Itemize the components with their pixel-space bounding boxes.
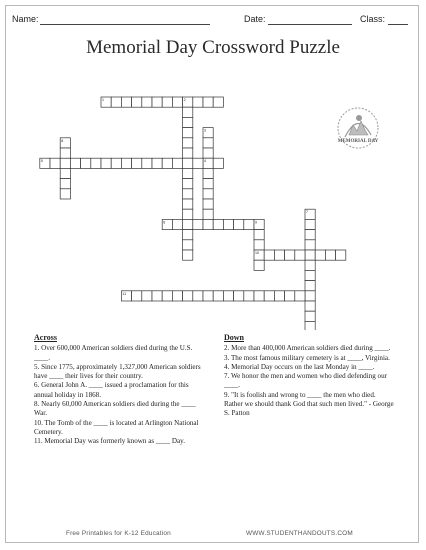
crossword-cell[interactable] <box>132 158 142 168</box>
crossword-cell[interactable] <box>183 179 193 189</box>
down-clues <box>224 333 394 419</box>
down-heading: Down <box>224 333 245 342</box>
crossword-cell[interactable] <box>203 148 213 158</box>
crossword-cell[interactable] <box>223 219 233 229</box>
crossword-cell[interactable] <box>172 219 182 229</box>
crossword-cell[interactable] <box>193 97 203 107</box>
crossword-cell[interactable] <box>132 97 142 107</box>
clue-number: 9 <box>255 220 257 225</box>
class-label: Class: <box>360 14 386 24</box>
crossword-cell[interactable] <box>183 138 193 148</box>
crossword-cell[interactable] <box>336 250 346 260</box>
crossword-cell[interactable] <box>244 219 254 229</box>
crossword-cell[interactable] <box>111 97 121 107</box>
down-clue-2: 2. More than 400,000 American soldiers died during ____. <box>224 344 391 353</box>
crossword-cell[interactable] <box>183 291 193 301</box>
crossword-cell[interactable] <box>183 219 193 229</box>
crossword-cell[interactable] <box>183 250 193 260</box>
crossword-cell[interactable] <box>162 97 172 107</box>
crossword-cell[interactable] <box>152 158 162 168</box>
crossword-cell[interactable] <box>60 189 70 199</box>
date-label: Date: <box>244 14 266 24</box>
crossword-cell[interactable] <box>305 321 315 330</box>
crossword-cell[interactable] <box>285 250 295 260</box>
crossword-cell[interactable] <box>264 291 274 301</box>
crossword-cell[interactable] <box>162 158 172 168</box>
crossword-cell[interactable] <box>234 219 244 229</box>
crossword-cell[interactable] <box>285 291 295 301</box>
crossword-cell[interactable] <box>244 291 254 301</box>
across-clue-8: 8. Nearly 60,000 American soldiers died during the ____ War. <box>34 400 196 418</box>
crossword-cell[interactable] <box>213 219 223 229</box>
crossword-cell[interactable] <box>305 270 315 280</box>
crossword-cell[interactable] <box>305 240 315 250</box>
clue-number: 2 <box>183 98 186 102</box>
across-heading: Across <box>34 333 57 342</box>
clue-number: 10 <box>255 251 259 255</box>
crossword-cell[interactable] <box>223 291 233 301</box>
crossword-cell[interactable] <box>142 291 152 301</box>
crossword-cell[interactable] <box>305 311 315 321</box>
crossword-cell[interactable] <box>142 97 152 107</box>
crossword-cell[interactable] <box>305 219 315 229</box>
crossword-cell[interactable] <box>203 291 213 301</box>
crossword-cell[interactable] <box>132 291 142 301</box>
crossword-cell[interactable] <box>193 158 203 168</box>
crossword-cell[interactable] <box>183 168 193 178</box>
across-clues <box>34 333 204 447</box>
crossword-cell[interactable] <box>60 148 70 158</box>
across-clue-10: 10. The Tomb of the ____ is located at Arlington National Cemetery. <box>34 418 199 436</box>
crossword-cell[interactable] <box>295 250 305 260</box>
crossword-cell[interactable] <box>203 179 213 189</box>
crossword-cell[interactable] <box>274 291 284 301</box>
crossword-cell[interactable] <box>60 158 70 168</box>
across-clue-5: 5. Since 1775, approximately 1,327,000 American soldiers have ____ their lives for their country. <box>34 362 201 381</box>
crossword-cell[interactable] <box>183 240 193 250</box>
crossword-cell[interactable] <box>183 128 193 138</box>
crossword-cell[interactable] <box>183 117 193 127</box>
crossword-cell[interactable] <box>203 168 213 178</box>
across-clue-6: 6. General John A. ____ issued a proclamation for this annual holiday in 1868. <box>34 381 189 399</box>
crossword-cell[interactable] <box>203 209 213 219</box>
soldier-seal-icon <box>335 105 381 151</box>
clue-number: 4 <box>204 159 206 164</box>
crossword-cell[interactable] <box>183 107 193 117</box>
clue-number: 7 <box>306 210 308 215</box>
crossword-cell[interactable] <box>193 219 203 229</box>
crossword-cell[interactable] <box>172 158 182 168</box>
crossword-cell[interactable] <box>121 158 131 168</box>
crossword-cell[interactable] <box>274 250 284 260</box>
across-clue-11: 11. Memorial Day was formerly known as ____ Day. <box>34 437 185 446</box>
crossword-cell[interactable] <box>203 138 213 148</box>
page-title: Memorial Day Crossword Puzzle <box>86 37 340 58</box>
down-clue-7: 7. We honor the men and women who died defending our ____. <box>224 372 388 390</box>
crossword-cell[interactable] <box>101 158 111 168</box>
crossword-cell[interactable] <box>203 189 213 199</box>
crossword-cell[interactable] <box>305 250 315 260</box>
crossword-cell[interactable] <box>60 179 70 189</box>
crossword-cell[interactable] <box>305 281 315 291</box>
crossword-cell[interactable] <box>50 158 60 168</box>
crossword-cell[interactable] <box>203 97 213 107</box>
crossword-cell[interactable] <box>193 291 203 301</box>
crossword-cell[interactable] <box>152 291 162 301</box>
crossword-cell[interactable] <box>162 291 172 301</box>
footer-right: WWW.STUDENTHANDOUTS.COM <box>246 530 353 537</box>
footer-left: Free Printables for K-12 Education <box>66 530 171 537</box>
clue-number: 8 <box>61 138 64 143</box>
crossword-cell[interactable] <box>183 230 193 240</box>
crossword-cell[interactable] <box>213 291 223 301</box>
clue-number: 5 <box>40 159 43 164</box>
crossword-cell[interactable] <box>234 291 244 301</box>
clue-number: 11 <box>122 291 127 296</box>
crossword-cell[interactable] <box>183 199 193 209</box>
crossword-cell[interactable] <box>172 291 182 301</box>
crossword-cell[interactable] <box>315 250 325 260</box>
down-clue-4: 4. Memorial Day occurs on the last Monday in ____. <box>224 362 375 371</box>
crossword-cell[interactable] <box>213 97 223 107</box>
name-label: Name: <box>12 14 39 24</box>
crossword-cell[interactable] <box>183 158 193 168</box>
crossword-cell[interactable] <box>183 148 193 158</box>
crossword-cell[interactable] <box>305 230 315 240</box>
down-clue-3: 3. The most famous military cemetery is at ____, Virginia. <box>224 353 390 362</box>
crossword-cell[interactable] <box>203 199 213 209</box>
seal-label: MEMORIAL DAY <box>337 139 379 144</box>
crossword-cell[interactable] <box>183 189 193 199</box>
crossword-cell[interactable] <box>172 97 182 107</box>
crossword-cell[interactable] <box>111 158 121 168</box>
crossword-cell[interactable] <box>91 158 101 168</box>
crossword-cell[interactable] <box>325 250 335 260</box>
crossword-cell[interactable] <box>254 291 264 301</box>
crossword-cell[interactable] <box>81 158 91 168</box>
crossword-cell[interactable] <box>254 240 264 250</box>
crossword-cell[interactable] <box>70 158 80 168</box>
crossword-cell[interactable] <box>183 209 193 219</box>
down-clue-9: 9. "It is foolish and wrong to ____ the men who died. Rather we should thank God that such men lived." - George S. Patton <box>224 390 394 418</box>
crossword-cell[interactable] <box>121 97 131 107</box>
clue-number: 1 <box>102 98 104 102</box>
crossword-cell[interactable] <box>305 260 315 270</box>
crossword-cell[interactable] <box>254 230 264 240</box>
across-clue-1: 1. Over 600,000 American soldiers died during the U.S. ____. <box>34 344 193 362</box>
crossword-cell[interactable] <box>203 219 213 229</box>
clue-number: 3 <box>204 128 206 133</box>
clue-number: 6 <box>163 220 166 225</box>
crossword-cell[interactable] <box>152 97 162 107</box>
crossword-cell[interactable] <box>295 291 305 301</box>
crossword-cell[interactable] <box>305 291 315 301</box>
crossword-cell[interactable] <box>60 168 70 178</box>
crossword-cell[interactable] <box>264 250 274 260</box>
crossword-cell[interactable] <box>305 301 315 311</box>
crossword-cell[interactable] <box>142 158 152 168</box>
crossword-cell[interactable] <box>213 158 223 168</box>
crossword-cell[interactable] <box>254 260 264 270</box>
